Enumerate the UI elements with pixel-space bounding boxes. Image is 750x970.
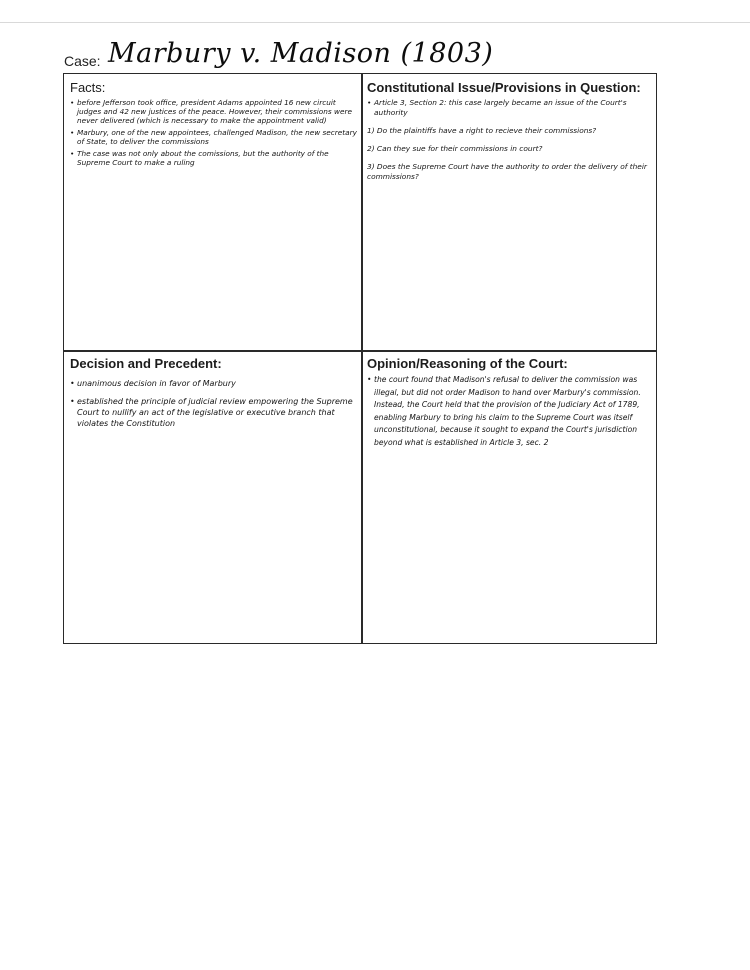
facts-item: • Marbury, one of the new appointees, challenged Madison, the new secretary of State, to deliver the commissions: [70, 128, 358, 146]
case-label: Case:: [64, 53, 101, 69]
grid-vertical-divider: [361, 74, 363, 643]
facts-heading: Facts:: [70, 80, 106, 95]
constitutional-issue-section: [367, 80, 654, 348]
constitutional-issue-item: • Article 3, Section 2: this case largely became an issue of the Court's authority: [367, 98, 654, 118]
facts-section: [70, 80, 358, 348]
case-line: [64, 38, 684, 74]
decision-item: • established the principle of judicial review empowering the Supreme Court to nullify an act of the legislative or executive branch that violates the Constitution: [70, 396, 358, 429]
constitutional-issue-heading: Constitutional Issue/Provisions in Question:: [367, 80, 641, 95]
constitutional-issue-item: 3) Does the Supreme Court have the authority to order the delivery of their commissions?: [367, 162, 647, 181]
facts-item: • before Jefferson took office, president Adams appointed 16 new circuit judges and 42 new justices of the peace. However, their commissions were never delivered (which is necessary to make the appointment valid): [70, 98, 358, 125]
case-title: Marbury v. Madison (1803): [108, 38, 494, 69]
opinion-heading: Opinion/Reasoning of the Court:: [367, 356, 568, 371]
decision-section: [70, 356, 358, 641]
decision-heading: Decision and Precedent:: [70, 356, 222, 371]
constitutional-issue-item: 2) Can they sue for their commissions in court?: [367, 144, 543, 153]
opinion-section: [367, 356, 654, 641]
opinion-list: [367, 374, 654, 449]
grid-horizontal-divider: [64, 350, 656, 352]
constitutional-issue-item: 1) Do the plaintiffs have a right to recieve their commissions?: [367, 126, 597, 135]
decision-list: [70, 378, 358, 429]
opinion-text: • the court found that Madison's refusal to deliver the commission was illegal, but did not order Madison to hand over Marbury's commission. Instead, the Court held that the provision of the Judiciary Act of 1789, enabling Marbury to bring his claim to the Supreme Court was itself unconstitutional, because it sought to expand the Court's jurisdiction beyond what is established in Article 3, sec. 2: [367, 374, 654, 449]
decision-item: • unanimous decision in favor of Marbury: [70, 378, 358, 389]
case-brief-grid: [63, 73, 657, 644]
facts-list: [70, 98, 358, 167]
facts-item: • The case was not only about the comissions, but the authority of the Supreme Court to make a ruling: [70, 149, 358, 167]
constitutional-issue-list: [367, 98, 654, 182]
page-top-rule: [0, 22, 750, 23]
